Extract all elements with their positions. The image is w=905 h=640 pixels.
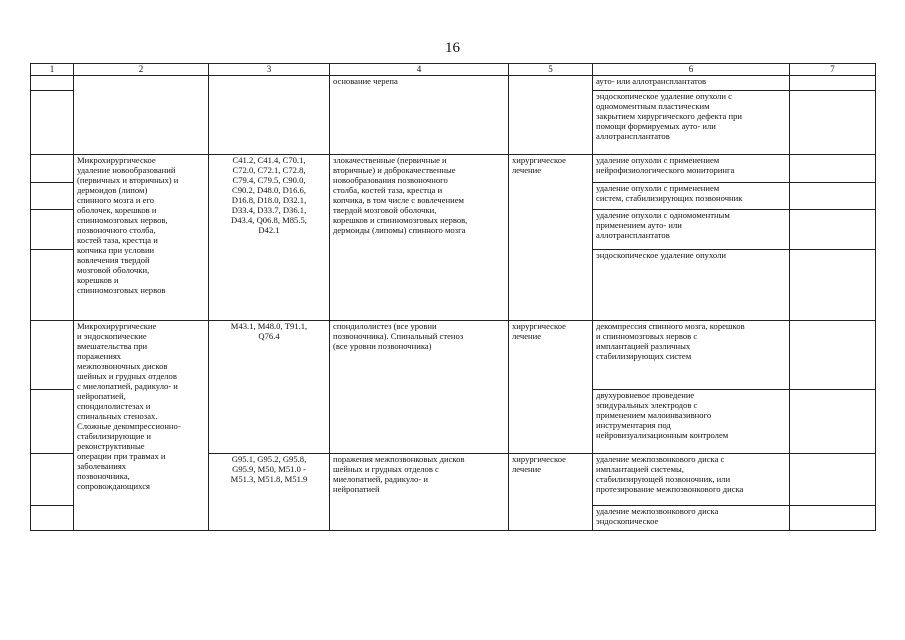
procedures-table [30, 63, 876, 531]
cell-col3: G95.1, G95.2, G95.8, G95.9, M50, M51.0 - M51.3, M51.8, M51.9 [209, 454, 330, 531]
cell-method: удаление опухоли с применением систем, стабилизирующих позвоночник [593, 183, 790, 210]
column-number: 1 [31, 64, 74, 76]
cell-col7 [790, 183, 876, 210]
cell-col7 [790, 91, 876, 155]
page-number: 16 [445, 40, 460, 56]
column-number: 7 [790, 64, 876, 76]
cell-col2: Микрохирургические и эндоскопические вмешательства при поражениях межпозвоночных дисков шейных и грудных отделов с миелопатией, радикуло- и нейропатией, спондилолистезах и спинальных стенозах. Сложные декомпрессионно- стабилизирующие и реконструктивные операции при травмах и заболеваниях позвоночника, сопровождающихся [74, 321, 209, 531]
cell-col7 [790, 506, 876, 531]
cell-method: удаление межпозвонкового диска эндоскопическое [593, 506, 790, 531]
table-row [31, 76, 876, 91]
cell-col7 [790, 155, 876, 183]
cell-method: удаление опухоли с применением нейрофизиологического мониторинга [593, 155, 790, 183]
cell-col1 [31, 390, 74, 454]
cell-col1 [31, 250, 74, 321]
cell-col4: основание черепа [330, 76, 509, 155]
table-row [31, 321, 876, 390]
cell-col1 [31, 506, 74, 531]
cell-col3: M43.1, M48.0, Т91.1, Q76.4 [209, 321, 330, 454]
cell-col4: спондилолистез (все уровни позвоночника). Спинальный стеноз (все уровни позвоночника) [330, 321, 509, 454]
cell-method: удаление опухоли с одномоментным применением ауто- или аллотрансплантатов [593, 210, 790, 250]
cell-col7 [790, 76, 876, 91]
cell-col3: С41.2, С41.4, С70.1, С72.0, С72.1, С72.8, С79.4, С79.5, С90.0, С90.2, D48.0, D16.6, D16.8, D18.0, D32.1, D33.4, D33.7, D36.1, D43.4, Q06.8, M85.5, D42.1 [209, 155, 330, 321]
cell-col5: хирургическое лечение [509, 155, 593, 321]
cell-col1 [31, 183, 74, 210]
cell-method: двухуровневое проведение эпидуральных электродов с применением малоинвазивного инструментария под нейровизуализационным контролем [593, 390, 790, 454]
cell-col7 [790, 321, 876, 390]
cell-col5: хирургическое лечение [509, 321, 593, 454]
cell-col1 [31, 321, 74, 390]
cell-method: эндоскопическое удаление опухоли [593, 250, 790, 321]
column-number-row [31, 64, 876, 76]
cell-col7 [790, 210, 876, 250]
cell-col3 [209, 76, 330, 155]
column-number: 3 [209, 64, 330, 76]
cell-method: декомпрессия спинного мозга, корешков и спинномозговых нервов с имплантацией различных стабилизирующих систем [593, 321, 790, 390]
cell-col5: хирургическое лечение [509, 454, 593, 531]
cell-col4: злокачественные (первичные и вторичные) и доброкачественные новообразования позвоночного столба, костей таза, крестца и копчика, в том числе с вовлечением твердой мозговой оболочки, корешков и спинномозговых нервов, дермоиды (липомы) спинного мозга [330, 155, 509, 321]
column-number: 6 [593, 64, 790, 76]
cell-col7 [790, 250, 876, 321]
cell-col5 [509, 76, 593, 155]
column-number: 4 [330, 64, 509, 76]
cell-method: ауто- или аллотрансплантатов [593, 76, 790, 91]
column-number: 5 [509, 64, 593, 76]
column-number: 2 [74, 64, 209, 76]
cell-method: эндоскопическое удаление опухоли с одномоментным пластическим закрытием хирургического дефекта при помощи формируемых ауто- или аллотрансплантатов [593, 91, 790, 155]
cell-col1 [31, 76, 74, 91]
cell-col2 [74, 76, 209, 155]
cell-col1 [31, 155, 74, 183]
cell-method: удаление межпозвонкового диска с имплантацией системы, стабилизирующей позвоночник, или протезирование межпозвонкового диска [593, 454, 790, 506]
cell-col7 [790, 454, 876, 506]
cell-col2: Микрохирургическое удаление новообразований (первичных и вторичных) и дермоидов (липом) спинного мозга и его оболочек, корешков и спинномозговых нервов, позвоночного столба, костей таза, крестца и копчика при условии вовлечения твердой мозговой оболочки, корешков и спинномозговых нервов [74, 155, 209, 321]
cell-col7 [790, 390, 876, 454]
table-row [31, 155, 876, 183]
cell-col1 [31, 210, 74, 250]
cell-col1 [31, 91, 74, 155]
cell-col4: поражения межпозвонковых дисков шейных и грудных отделов с миелопатией, радикуло- и нейропатией [330, 454, 509, 531]
cell-col1 [31, 454, 74, 506]
